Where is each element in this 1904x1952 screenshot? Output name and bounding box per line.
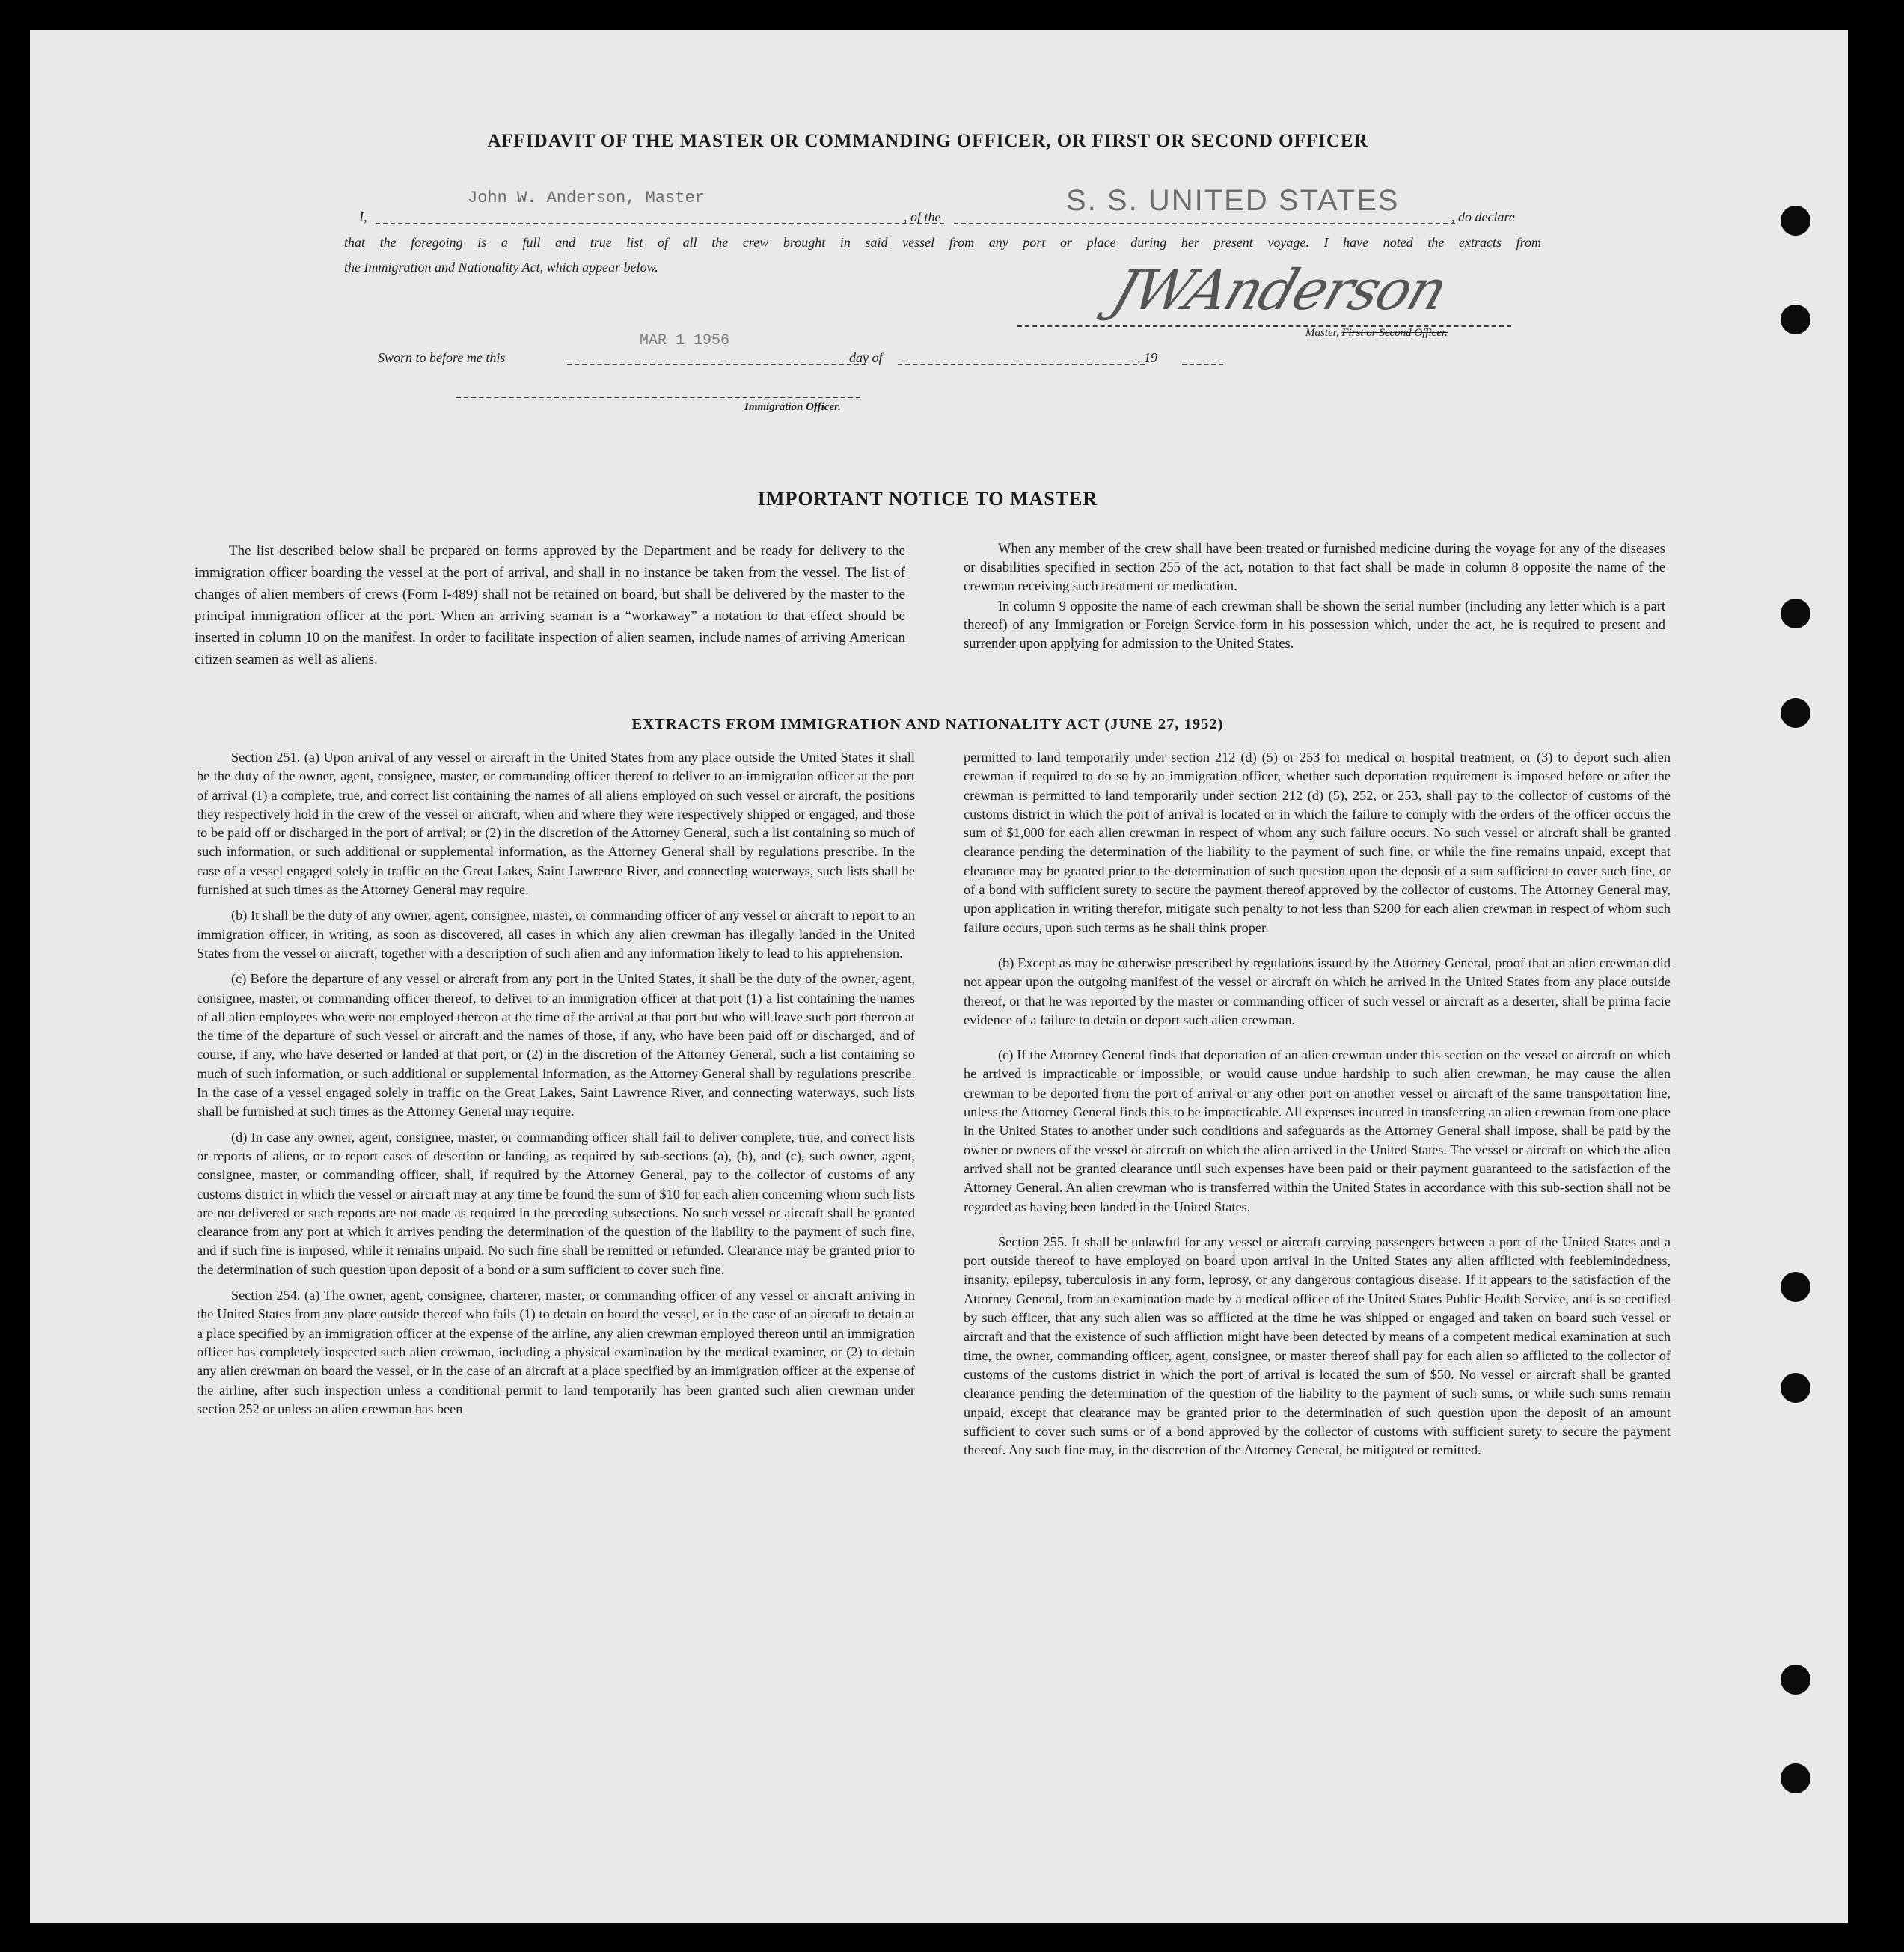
punch-hole-3 bbox=[1781, 599, 1810, 628]
extract-section-254c: (c) If the Attorney General finds that deportation of an alien crewman under this section on the vessel or aircraft on which he arrived is impracticable or impossible, or would cause undue hardship to such alien crewman, he may cause the alien crewman to be deported from the port of arrival or any other port on another vessel or aircraft of the same transportation line, unless the Attorney General finds this to be impracticable. All expenses incurred in transferring an alien crewman from one place in the United States to another under such conditions and safeguards as the Attorney General shall impose, shall be paid by the owner or owners of the vessel or aircraft on which the alien arrived in the United States. The vessel or aircraft on which the alien arrived shall not be granted clearance until such expenses have been paid or their payment guaranteed to the satisfaction of the Attorney General. An alien crewman who is transferred within the United States in accordance with this sub-section shall not be regarded as having been landed in the United States. bbox=[964, 1047, 1671, 1214]
date-stamp: MAR 1 1956 bbox=[640, 332, 730, 349]
punch-hole-8 bbox=[1781, 1763, 1810, 1793]
document-page bbox=[30, 30, 1848, 1923]
punch-hole-6 bbox=[1781, 1373, 1810, 1403]
master-name: John W. Anderson, Master bbox=[468, 189, 705, 207]
year-line bbox=[1182, 364, 1223, 365]
sworn-day-line bbox=[567, 364, 866, 365]
immigration-officer-label: Immigration Officer. bbox=[744, 401, 841, 413]
extract-section-254a-cont: permitted to land temporarily under section 212 (d) (5) or 253 for medical or hospital treatment, or (3) to deport such alien crewman if required to do so by an immigration officer, whether such deportation requirement is imposed before or after the crewman is permitted to land temporarily under section 212 (d) (5), 252, or 253, shall pay to the collector of customs of the customs district in which the port of arrival is located or in which the failure to comply with the orders of the officer occurs the sum of $1,000 for each alien crewman in respect of whom any such failure occurs. No such vessel or aircraft shall be granted clearance pending the determination of the liability to the payment of such fine, or while the fine remains unpaid, except that clearance may be granted prior to the determination of such question upon the deposit of a sum sufficient to cover such fine, or of a bond with sufficient surety to secure the payment thereof approved by the collector of customs. The Attorney General may, upon application in writing therefor, mitigate such penalty to not less than $200 for each alien crewman in respect of whom such failure occurs, upon such terms as he shall think proper. bbox=[964, 750, 1671, 935]
extract-section-254a: Section 254. (a) The owner, agent, consignee, charterer, master, or commanding officer of any vessel or aircraft arriving in the United States from any place outside thereof who fails (1) to detain on board the vessel, or in the case of an aircraft to detain at a place specified by an immigration officer at the expense of the airline, any alien crewman employed thereon until an immigration officer has completely inspected such alien crewman, including a physical examination by the medical examiner, or (2) to detain any alien crewman on board the vessel, or in the case of an aircraft at a place specified by an immigration officer at the expense of the airline, after such inspection unless a conditional permit to land temporarily has been granted such alien crewman under section 252 or unless an alien crewman has been bbox=[197, 1288, 915, 1416]
vessel-name: S. S. UNITED STATES bbox=[1066, 184, 1400, 217]
punch-hole-5 bbox=[1781, 1272, 1810, 1302]
declaration-line-2: the Immigration and Nationality Act, which appear below. bbox=[344, 260, 658, 275]
day-of-label: day of bbox=[849, 350, 883, 365]
punch-hole-1 bbox=[1781, 206, 1810, 236]
extracts-right-column bbox=[964, 748, 1671, 1466]
affidavit-title: AFFIDAVIT OF THE MASTER OR COMMANDING OFFICER, OR FIRST OR SECOND OFFICER bbox=[487, 131, 1368, 151]
master-word: Master, bbox=[1305, 327, 1339, 339]
extract-section-251c: (c) Before the departure of any vessel or aircraft from any port in the United States, it shall be the duty of the owner, agent, consignee, master, or commanding officer thereof, to deliver to an immigration officer at that port (1) a list containing the names of all alien employees who were not employed thereon at the time of the arrival at that port but who will leave such port thereon at the time of the departure of such vessel or aircraft and the names of those, if any, who have been paid off or discharged, and of course, if any, who have deserted or landed at that port, or (2) in the discretion of the Attorney General, such a list containing so much of such information, or such additional or supplemental information, as the Attorney General shall by regulations prescribe. In the case of a vessel engaged solely in traffic on the Great Lakes, Saint Lawrence River, and connecting waterways, such lists shall be furnished at such times as the Attorney General may require. bbox=[197, 971, 915, 1119]
extract-section-255: Section 255. It shall be unlawful for any vessel or aircraft carrying passengers between a port of the United States and a port outside thereof to have employed on board upon arrival in the United States any alien afflicted with feeblemindedness, insanity, epilepsy, tuberculosis in any form, leprosy, or any dangerous contagious disease. If it appears to the satisfaction of the Attorney General, from an examination made by a medical officer of the United States Public Health Service, and is so certified by such officer, that any such alien was so afflicted at the time he was shipped or engaged and taken on board such vessel or aircraft and that the existence of such affliction might have been detected by means of a competent medical examination at such time, the owner, commanding officer, agent, consignee, or master thereof shall pay for each alien so afflicted to the collector of customs of the customs district in which the port of arrival is located the sum of $50. No vessel or aircraft shall be granted clearance pending the determination of the question of the liability to the payment of such sums, or while such sums remain unpaid, except that clearance may be granted prior to the determination of such question upon the deposit of an amount sufficient to cover such sums or of a bond approved by the collector of customs with sufficient surety to secure the payment thereof. Any such fine may, in the discretion of the Attorney General, be mitigated or remitted. bbox=[964, 1234, 1671, 1458]
extract-section-251d: (d) In case any owner, agent, consignee, master, or commanding officer shall fail to deliver complete, true, and correct lists or reports of aliens, or to report cases of desertion or landing, as required by sub-sections (a), (b), and (c), such owner, agent, consignee, master, or commanding officer, shall, if required by the Attorney General, pay to the collector of customs of any customs district in which the vessel or aircraft may at any time be found the sum of $10 for each alien concerning whom such lists are not delivered or such reports are not made as required in the preceding subsections. No such vessel or aircraft shall be granted clearance from any port at which it arrives pending the determination of the question of the liability to the payment of such fine, and if such fine is imposed, while it remains unpaid. No such fine shall be remitted or refunded. Clearance may be granted prior to the determination of such question upon deposit of a bond or a sum sufficient to cover such fine. bbox=[197, 1129, 915, 1277]
master-signature: JWAnderson bbox=[1104, 258, 1454, 322]
vessel-line bbox=[954, 223, 1455, 224]
extract-section-251a: Section 251. (a) Upon arrival of any vessel or aircraft in the United States from any place outside the United States it shall be the duty of the owner, agent, consignee, master, or commanding officer thereof to deliver to an immigration officer at the port of arrival (1) a complete, true, and correct list containing the names of all aliens employed on such vessel or aircraft, the positions they respectively hold in the crew of the vessel or aircraft, when and where they were respectively shipped or engaged, and those to be paid off or discharged in the port of arrival; or (2) in the discretion of the Attorney General, such a list containing so much of such information, or such additional or supplemental information, as the Attorney General shall by regulations prescribe. In the case of a vessel engaged solely in traffic on the Great Lakes, Saint Lawrence River, and connecting waterways, such lists shall be furnished at such times as the Attorney General may require. bbox=[197, 750, 915, 898]
notice-right-paragraph-2: In column 9 opposite the name of each crewman shall be shown the serial number (including any letter which is a part thereof) of any Immigration or Foreign Service form in his possession which, under the act, he is required to present and surrender upon applying for admission to the United States. bbox=[964, 599, 1665, 652]
notice-left-column bbox=[195, 540, 905, 677]
punch-hole-7 bbox=[1781, 1665, 1810, 1695]
notice-right-column bbox=[964, 540, 1665, 661]
notice-title: IMPORTANT NOTICE TO MASTER bbox=[757, 488, 1098, 510]
name-line bbox=[376, 223, 944, 224]
notice-right-paragraph-1: When any member of the crew shall have been treated or furnished medicine during the voyage for any of the diseases or disabilities specified in section 255 of the act, notation to that fact shall be made in column 8 opposite the name of the crewman receiving such treatment or medication. bbox=[964, 542, 1665, 594]
of-the-label: , of the bbox=[904, 209, 941, 224]
i-label: I, bbox=[359, 209, 367, 224]
year-prefix: , 19 bbox=[1137, 350, 1157, 365]
sworn-label: Sworn to before me this bbox=[378, 350, 506, 365]
officer-line bbox=[456, 397, 860, 398]
master-label bbox=[1305, 327, 1448, 340]
declaration-line-1: that the foregoing is a full and true list of all the crew brought in said vessel from any port or place during her present voyage. I have noted the extracts from bbox=[344, 235, 1541, 250]
punch-hole-2 bbox=[1781, 305, 1810, 334]
do-declare-label: , do declare bbox=[1451, 209, 1515, 224]
extracts-title: EXTRACTS FROM IMMIGRATION AND NATIONALITY ACT (JUNE 27, 1952) bbox=[631, 716, 1224, 732]
month-line bbox=[898, 364, 1145, 365]
extract-section-254b: (b) Except as may be otherwise prescribed by regulations issued by the Attorney General, proof that an alien crewman did not appear upon the outgoing manifest of the vessel or aircraft on which he arrived in the United States from any place outside thereof, or that he was reported by the master or commanding officer of such vessel or aircraft as a deserter, shall be prima facie evidence of a failure to detain or deport such alien crewman. bbox=[964, 955, 1671, 1027]
notice-left-paragraph: The list described below shall be prepared on forms approved by the Department and be ready for delivery to the immigration officer boarding the vessel at the port of arrival, and shall in no instance be taken from the vessel. The list of changes of alien members of crews (Form I-489) shall not be retained on board, but shall be delivered by the master to the principal immigration officer at the port. When an arriving seaman is a “workaway” a notation to that effect should be inserted in column 10 on the manifest. In order to facilitate inspection of alien seamen, include names of arriving American citizen seamen as well as aliens. bbox=[195, 543, 905, 667]
extracts-left-column bbox=[197, 748, 915, 1425]
struck-officer-label: First or Second Officer. bbox=[1341, 327, 1448, 339]
extract-section-251b: (b) It shall be the duty of any owner, agent, consignee, master, or commanding officer of any vessel or aircraft to report to an immigration officer, in writing, as soon as discovered, all cases in which any alien crewman has illegally landed in the United States from the vessel or aircraft, together with a description of such alien and any information likely to lead to his apprehension. bbox=[197, 908, 915, 961]
